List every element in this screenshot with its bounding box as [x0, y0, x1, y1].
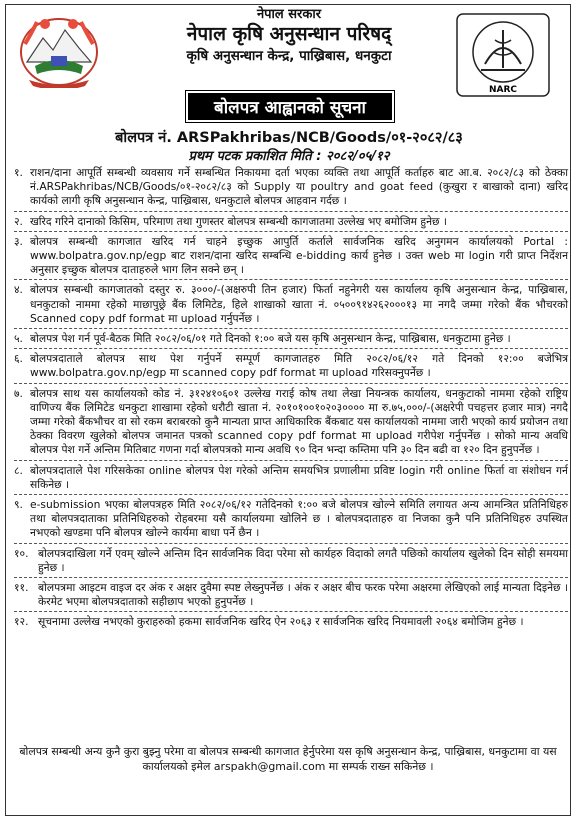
- list-item: [14, 615, 568, 629]
- narc-abbr: NARC: [488, 85, 518, 95]
- item-text: खरिद गरिने दानाको किसिम, परिमाण तथा गुणस्तर बोलपत्र सम्बन्धी कागजातमा उल्लेख भए बमोजिम हुनेछ ।: [30, 214, 447, 228]
- item-number: ५.: [14, 332, 23, 346]
- item-text: बोलपत्र सम्बन्धी कागजातको दस्तुर रु. ३०००/-(अक्षरुपी तिन हजार) फिर्ता नहुनेगरी यस कार्यालय कृषि अनुसन्धान केन्द्र, पाख्रिबास, धनकुटाको नाममा रहेको माछापुछ्रे बैंक लिमिटेड, हिले शाखाको खाता नं. ०५००९१४२६२०००१३ मा नगदै जम्मा गरेको बैंक भौचरको Scanned copy pdf format मा upload गर्नुपर्नेछ ।: [30, 283, 568, 325]
- item-number: ८.: [14, 463, 23, 477]
- divider: [14, 543, 568, 544]
- item-number: ११.: [14, 581, 29, 595]
- divider: [14, 460, 568, 461]
- divider: [14, 494, 568, 495]
- divider: [14, 279, 568, 280]
- list-item: [14, 283, 568, 326]
- list-item: [14, 498, 568, 541]
- list-item: [14, 332, 568, 346]
- organization-name: नेपाल कृषि अनुसन्धान परिषद्: [186, 23, 392, 45]
- list-item: [14, 387, 568, 458]
- item-text: बोलपत्रमा आइटम वाइज दर अंक र अक्षर दुवैमा स्पष्ट लेख्नुपर्नेछ । अंक र अक्षर बीच फरक परेमा अक्षरमा लेखिएको लाई मान्यता दिइनेछ । केरमेट भएमा बोलपत्रदाताको सहीछाप भएको हुनुपर्नेछ ।: [38, 581, 568, 609]
- contact-footer: बोलपत्र सम्बन्धी अन्य कुनै कुरा बुझ्नु परेमा वा बोलपत्र सम्बन्धी कागजात हेर्नुपरेमा यस कृषि अनुसन्धान केन्द्र, पाख्रिबास, धनकुटामा वा यस कार्यालयको इमेल arspakh@gmail.com मा सम्पर्क राख्न सकिनेछ ।: [19, 745, 557, 773]
- list-item: [14, 166, 568, 209]
- item-text: बोलपत्र साथ यस कार्यालयको कोड नं. ३१२४१०६०१ उल्लेख गराई कोष तथा लेखा नियन्त्रक कार्यालय, धनकुटाको नाममा रहेको राष्ट्रिय वाणिज्य बैंक लिमिटेड धनकुटा शाखामा रहेको धरौटी खाता नं. २०१०१००१०२०३०००० मा रु.७५,०००/-(अक्षरेपी पचहत्तर हजार मात्र) नगदै जम्मा गरेको बैंकभौचर वा सो रकम बराबरको कुनै मान्यता प्राप्त आधिकारिक बैंकबाट यस कार्यालयको नाममा जारी भएको कार्य प्रयोजन तथा ठेक्का विवरण खुलेको बोलपत्र जमानत पत्रको scanned copy pdf format मा upload गरीपेश गर्नुपर्नेछ । सोको मान्य अवधि बोलपत्र पेश गर्ने अन्तिम मितिबाट गणना गर्दा बोलपत्रको मान्य अवधि ९० दिन भन्दा कम्तिमा पनि ३० दिन बढी वा १२० दिन हुनुपर्नेछ ।: [30, 386, 568, 457]
- tender-reference: बोलपत्र नं. ARSPakhribas/NCB/Goods/०१-२०८२/८३: [115, 130, 463, 146]
- item-number: २.: [14, 214, 23, 228]
- item-text: e-submission भएका बोलपत्रहरु मिति २०८२/०६/१२ गतेदिनको १:०० बजे बोलपत्र खोल्ने समिति लगायत अन्य आमन्त्रित प्रतिनिधिहरु तथा बोलपत्रदाताका प्रतिनिधिहरुको रोहबरमा यसै कार्यालयमा खोलिने छ । बोलपत्रदाताहरु वा निजका कुनै पनि प्रतिनिधिहरु उपस्थित नभएको खण्डमा पनि बोलपत्र खोल्ने कार्यमा बाधा पर्ने छैन ।: [30, 498, 568, 540]
- item-number: ७.: [14, 386, 23, 400]
- list-item: [14, 581, 568, 609]
- item-number: ९.: [14, 498, 23, 512]
- item-text: राशन/दाना आपूर्ति सम्बन्धी व्यवसाय गर्ने सम्बन्धित निकायमा दर्ता भएका व्यक्ति तथा आपूर्ति कर्ताहरु बाट आ.ब. २०८२/८३ को ठेक्का नं.ARSPakhribas/NCB/Goods/०१-२०८२/८३ को Supply या poultry and goat feed (कुखुरा र बाखाको दाना) खरिद कार्यको लागी कृषि अनुसन्धान केन्द्र, पाख्रिबास, धनकुटाले बोलपत्र आहवान गर्दछ ।: [30, 166, 568, 208]
- divider: [14, 211, 568, 212]
- divider: [14, 231, 568, 232]
- list-item: [14, 215, 568, 229]
- item-text: बोलपत्र पेश गर्न पूर्व-बैठक मिति २०८२/०६/०१ गते दिनको १:०० बजे यस कृषि अनुसन्धान केन्द्र, पाख्रिबास, धनकुटामा हुनेछ ।: [30, 332, 511, 346]
- item-text: बोलपत्रदाताले पेश गरिसकेका online बोलपत्र पेश गरेको अन्तिम समयभित्र प्रणालीमा प्रविष्ट login गरी online फिर्ता वा संशोधन गर्न सकिनेछ ।: [30, 463, 568, 491]
- item-number: १२.: [14, 615, 29, 629]
- list-item: [14, 352, 568, 380]
- divider: [14, 383, 568, 384]
- item-number: ३.: [14, 234, 23, 248]
- item-number: १०.: [14, 546, 29, 560]
- item-number: १.: [14, 166, 23, 179]
- government-name: नेपाल सरकार: [256, 7, 322, 22]
- list-item: [14, 464, 568, 492]
- item-text: बोलपत्रदाताले बोलपत्र साथ पेश गर्नुपर्ने सम्पूर्ण कागजातहरु मिति २०८२/०६/१२ गते दिनको १२:०० बजेभित्र www.bolpatra.gov.np/egp मा scanned copy pdf format मा upload गरिसक्नुपर्नेछ ।: [30, 352, 568, 380]
- divider: [14, 348, 568, 349]
- divider: [14, 577, 568, 578]
- notice-title: बोलपत्र आह्वानको सूचना: [186, 91, 394, 122]
- item-text: बोलपत्र सम्बन्धी कागजात खरिद गर्न चाहने इच्छुक आपुर्ति कर्ताले सार्वजनिक खरिद अनुगमन कार्यालयको Portal : www.bolpatra.gov.np/egp बाट राशन/दाना खरिद सम्बन्धि e-bidding कार्य हुनेछ । उक्त web मा login गरी प्राप्त निर्देशन अनुसार इच्छुक बोलपत्र दाताहरुले भाग लिन सक्ने छन् ।: [30, 234, 568, 277]
- item-text: सूचनामा उल्लेख नभएको कुराहरुको हकमा सार्वजनिक खरिद ऐन २०६३ र सार्वजनिक खरिद नियमावली २०६४ बमोजिम हुनेछ ।: [38, 615, 524, 629]
- list-item: [14, 235, 568, 278]
- divider: [14, 328, 568, 329]
- divider: [14, 611, 568, 612]
- item-number: ४.: [14, 283, 23, 297]
- center-name: कृषि अनुसन्धान केन्द्र, पाख्रिबास, धनकुटा: [186, 48, 392, 64]
- publication-date: प्रथम पटक प्रकाशित मिति : २०८२/०५/१२: [188, 149, 390, 164]
- notice-items: [14, 166, 568, 632]
- item-text: बोलपत्रदाखिला गर्ने एवम् खोल्ने अन्तिम दिन सार्वजनिक विदा परेमा सो कार्यहरु विदाको लगतै पछिको कार्यालय खुलेको दिन सोही समयमा हुनेछ ।: [38, 546, 568, 574]
- item-number: ६.: [14, 352, 23, 366]
- list-item: [14, 547, 568, 575]
